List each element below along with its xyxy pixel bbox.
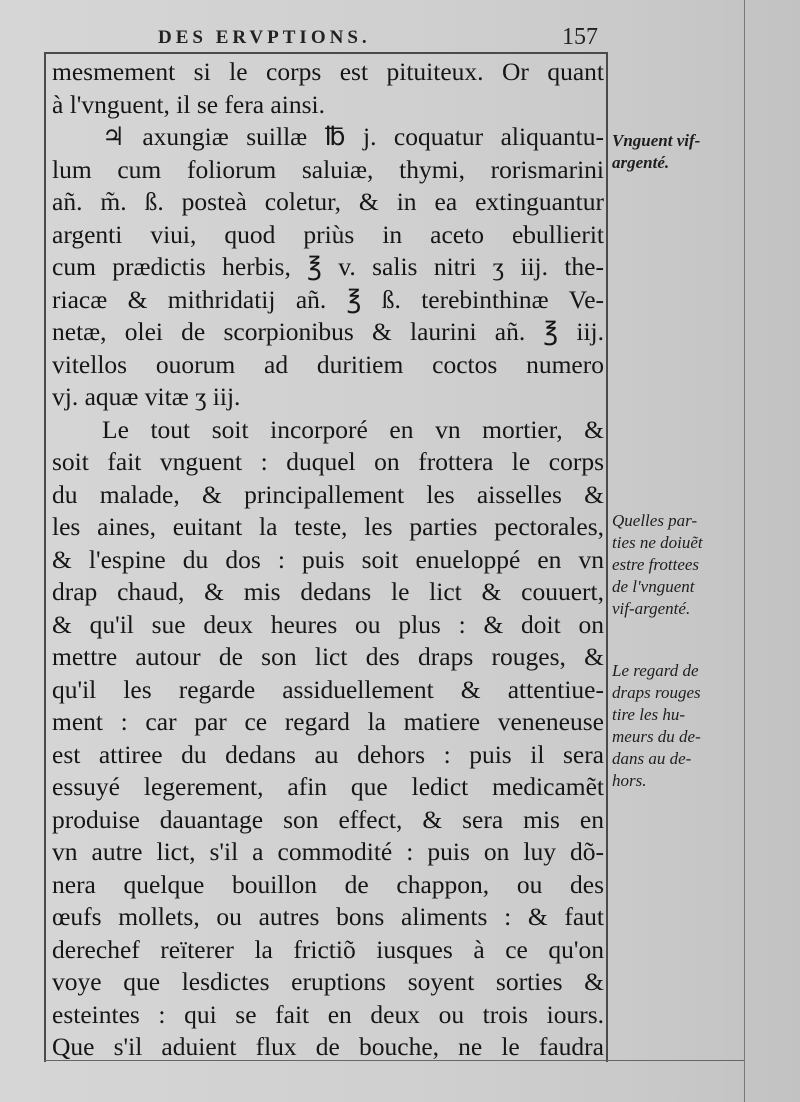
margin-note-line: tire les hu- (612, 705, 686, 724)
frame-left-rule (44, 52, 46, 1062)
text-line: à l'vnguent, il se fera ainsi. (52, 89, 325, 119)
margin-note-line: Quelles par- (612, 511, 698, 530)
text-line: añ. m̃. ß. posteà coletur, & in ea extinguantur (52, 187, 604, 216)
text-line: Que s'il aduient flux de bouche, ne le faudra (52, 1032, 604, 1061)
text-line: vn autre lict, s'il a commodité : puis on luy dõ- (52, 837, 604, 866)
margin-note-line: de l'vnguent (612, 577, 695, 596)
margin-note-line: dans au de- (612, 749, 692, 768)
text-line: du malade, & principallement les aisselles & (52, 479, 604, 509)
margin-note-line: estre frottees (612, 555, 700, 574)
margin-note-line: Vnguent vif- (612, 131, 701, 150)
text-line: & l'espine du dos : puis soit enueloppé en vn (52, 544, 604, 574)
text-line: ment : car par ce regard la matiere veneneuse (52, 707, 604, 736)
text-line: essuyé legerement, afin que ledict medicamẽt (52, 772, 604, 801)
text-line: esteintes : qui se fait en deux ou trois iours. (52, 999, 604, 1029)
text-line: argenti viui, quod priùs in aceto ebullierit (52, 219, 604, 249)
text-line: voye que lesdictes eruptions soyent sorties & (52, 967, 604, 996)
text-line: les aines, euitant la teste, les parties pectorales, (52, 512, 604, 541)
margin-note-line: vif-argenté. (612, 599, 691, 618)
text-line: est attiree du dedans au dehors : puis il sera (52, 739, 604, 769)
margin-note-line: Le regard de (612, 661, 699, 680)
page-header (48, 24, 608, 54)
text-line: netæ, olei de scorpionibus & laurini añ. ℥ iij. (52, 317, 604, 346)
text-line: mesmement si le corps est pituiteux. Or quant (52, 57, 604, 86)
text-line: œufs mollets, ou autres bons aliments : & faut (52, 902, 604, 931)
text-line: Le tout soit incorporé en vn mortier, & (102, 414, 604, 444)
text-line: soit fait vnguent : duquel on frottera le corps (52, 447, 604, 476)
page-number: 157 (562, 24, 598, 50)
frame-text-right-rule (606, 52, 608, 1062)
margin-note-red-cloths (612, 660, 742, 792)
margin-note-line: ties ne doiuẽt (612, 533, 703, 552)
text-line: & qu'il sue deux heures ou plus : & doit on (52, 609, 604, 639)
text-line: cum prædictis herbis, ℥ v. salis nitri ʒ iij. the- (52, 252, 604, 281)
text-line: derechef reïterer la frictiõ iusques à ce qu'on (52, 934, 604, 964)
frame-margin-right-rule (744, 0, 745, 1102)
text-line: vitellos ouorum ad duritiem coctos numero (52, 349, 604, 379)
main-text-block (52, 56, 604, 1064)
text-line: drap chaud, & mis dedans le lict & couuert, (52, 577, 604, 606)
text-line: produise dauantage son effect, & sera mis en (52, 804, 604, 834)
margin-note-line: meurs du de- (612, 727, 701, 746)
running-head: DES ERVPTIONS. (158, 27, 371, 48)
margin-note-line: argenté. (612, 153, 670, 172)
margin-note-body-parts (612, 510, 742, 620)
text-line: qu'il les regarde assiduellement & attentiue- (52, 674, 604, 704)
text-line: mettre autour de son lict des draps rouges, & (52, 642, 604, 671)
text-line: riacæ & mithridatij añ. ℥ ß. terebinthinæ Ve- (52, 284, 604, 314)
text-line: ♃ axungiæ suillæ ℔ j. coquatur aliquantu- (102, 122, 604, 151)
margin-note-ointment (612, 130, 742, 174)
text-line: lum cum foliorum saluiæ, thymi, rorismarini (52, 154, 604, 184)
show-through-text (620, 226, 623, 244)
margin-note-line: hors. (612, 771, 647, 790)
text-line: vj. aquæ vitæ ʒ iij. (52, 382, 241, 411)
text-line: nera quelque bouillon de chappon, ou des (52, 869, 604, 899)
margin-note-line: draps rouges (612, 683, 701, 702)
